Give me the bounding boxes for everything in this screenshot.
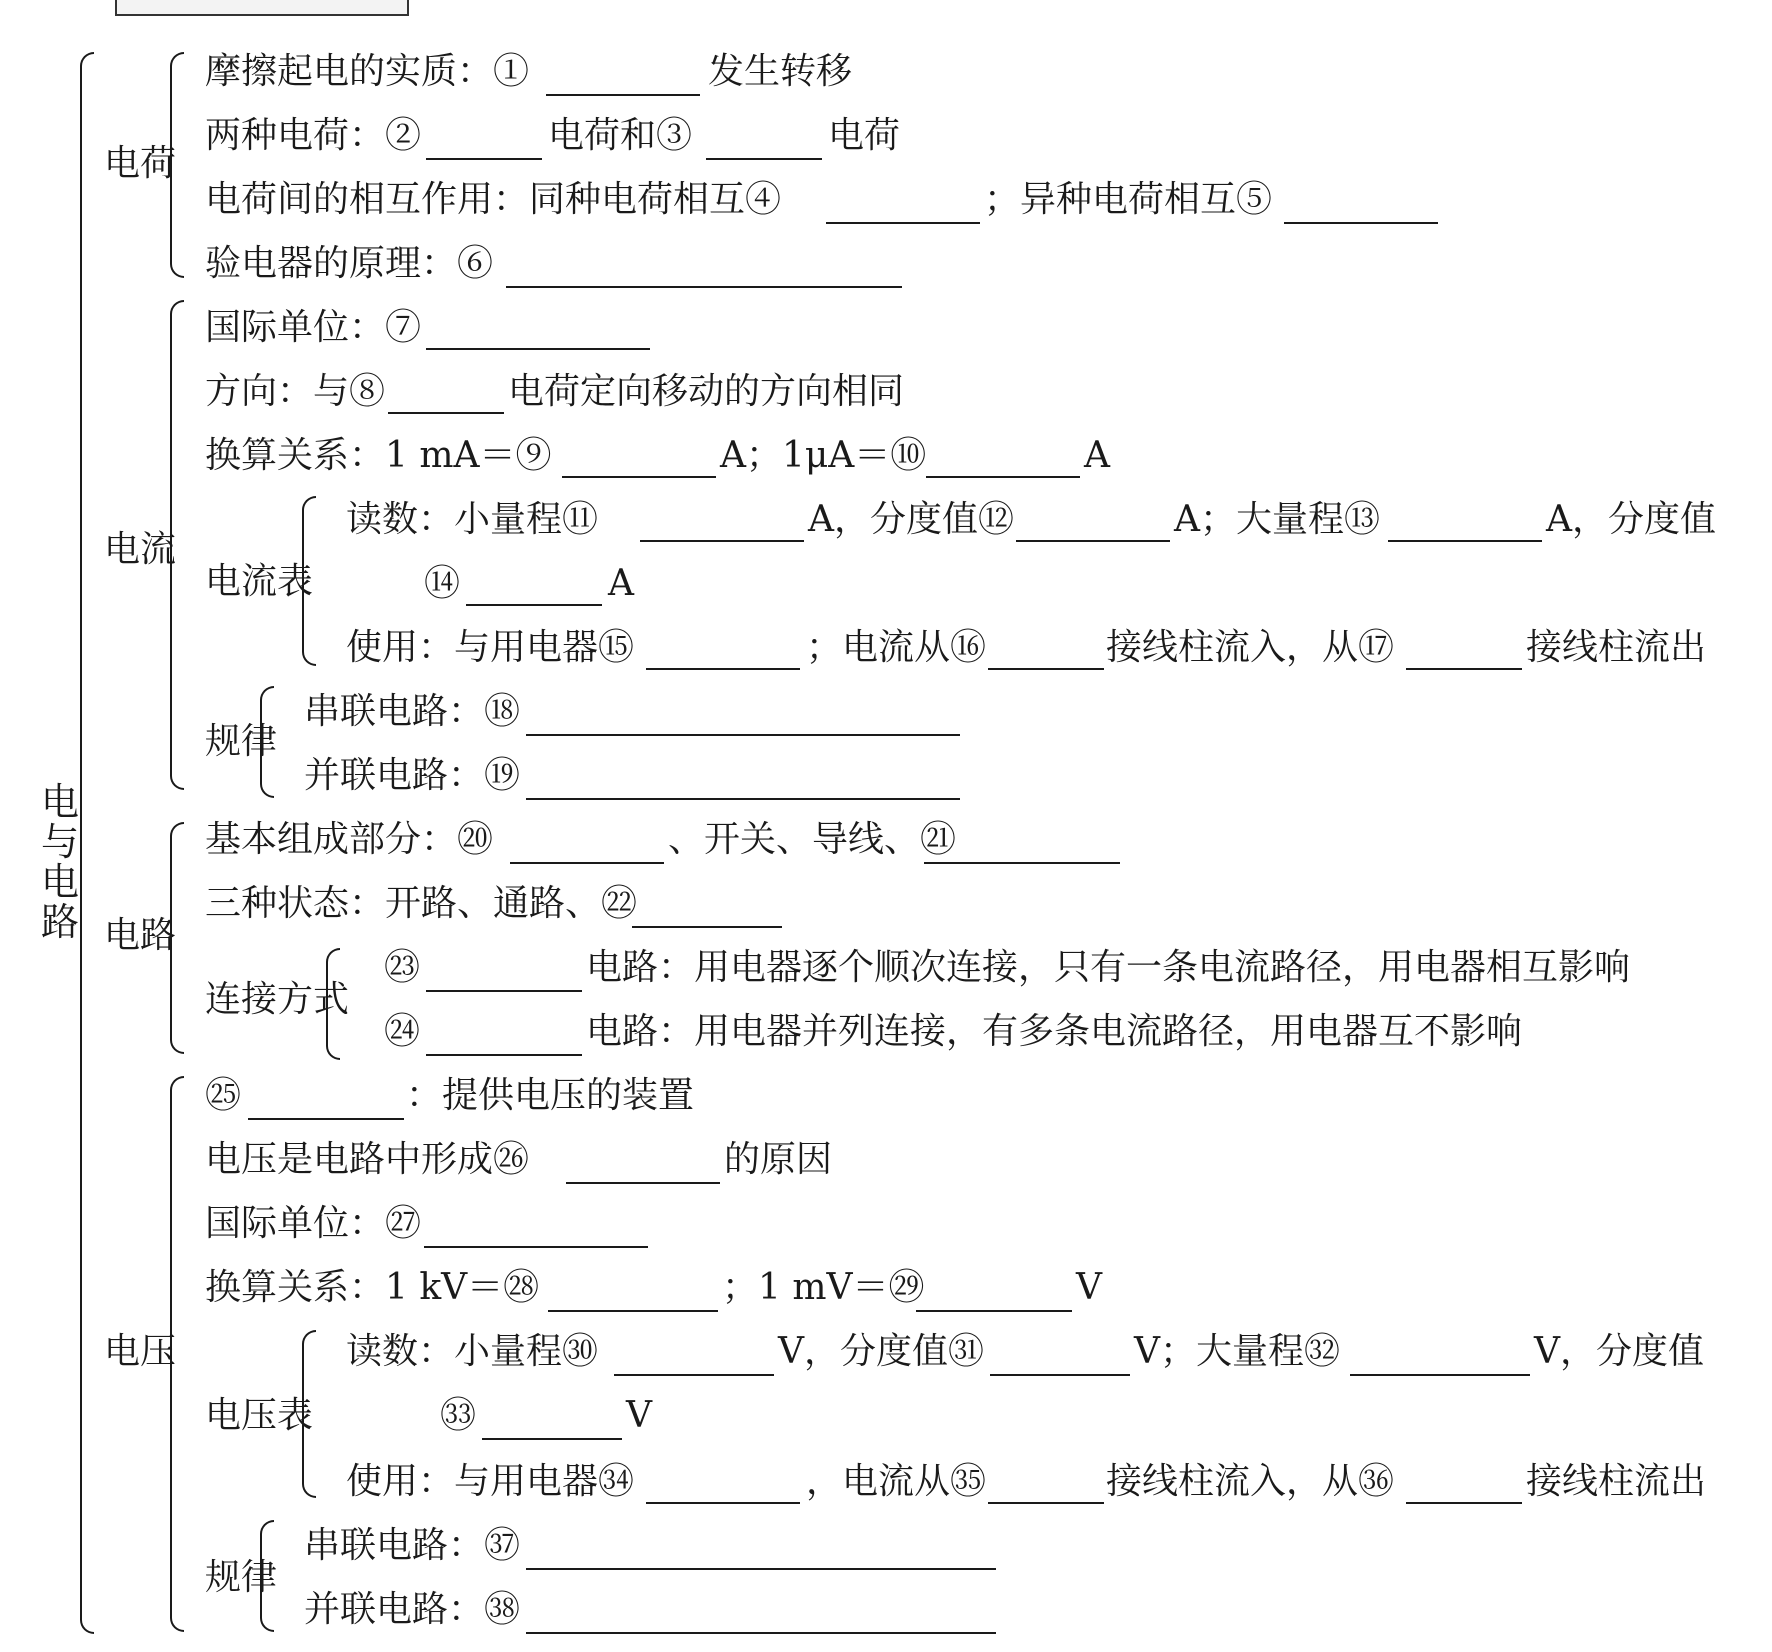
charge-essence-text-end: 发生转移	[708, 51, 853, 92]
current-conversion-text-mid: A；1μA＝⑩	[720, 435, 927, 476]
ammeter-reading-text-5: ⑭	[424, 563, 461, 604]
circuit-label: 电路	[104, 915, 177, 956]
blank-34[interactable]	[646, 1502, 800, 1504]
blank-10[interactable]	[926, 476, 1080, 478]
blank-4[interactable]	[826, 222, 980, 224]
voltage-conversion-text: 换算关系：1 kV＝㉘	[205, 1267, 540, 1308]
voltmeter-reading-text-5: ㉝	[440, 1395, 477, 1436]
ammeter-reading-text: 读数：小量程⑪	[346, 499, 599, 540]
current-conversion-text-end: A	[1084, 435, 1110, 476]
blank-24[interactable]	[426, 1054, 582, 1056]
voltage-conversion-text-end: V	[1076, 1267, 1102, 1308]
current-label: 电流	[104, 529, 177, 570]
blank-7[interactable]	[426, 348, 650, 350]
current-parallel-text: 并联电路：⑲	[304, 755, 521, 796]
current-series-text: 串联电路：⑱	[304, 691, 521, 732]
ammeter-reading-text-2: A，分度值⑫	[808, 499, 1014, 540]
charge-interaction-text: 电荷间的相互作用：同种电荷相互④	[205, 179, 782, 220]
blank-22[interactable]	[632, 926, 782, 928]
blank-16[interactable]	[988, 668, 1104, 670]
voltmeter-reading-text-3: V；大量程㉜	[1134, 1331, 1340, 1372]
connection-series-number: ㉓	[384, 947, 421, 988]
voltage-source-text: ：提供电压的装置	[406, 1075, 695, 1116]
ammeter-usage-text-4: 接线柱流出	[1526, 627, 1707, 668]
current-conversion-text: 换算关系：1 mA＝⑨	[205, 435, 552, 476]
blank-25[interactable]	[248, 1118, 404, 1120]
electroscope-text: 验电器的原理：⑥	[205, 243, 494, 284]
voltmeter-usage-text-2: ，电流从㉟	[806, 1461, 987, 1502]
section-header-strip	[115, 0, 409, 16]
blank-38[interactable]	[526, 1632, 996, 1634]
blank-5[interactable]	[1284, 222, 1438, 224]
blank-14[interactable]	[466, 604, 602, 606]
blank-15[interactable]	[646, 668, 800, 670]
connection-parallel-number: ㉔	[384, 1011, 421, 1052]
blank-11[interactable]	[640, 540, 804, 542]
voltage-law-label: 规律	[205, 1557, 278, 1598]
blank-21[interactable]	[924, 862, 1120, 864]
blank-19[interactable]	[526, 798, 960, 800]
current-law-label: 规律	[205, 721, 278, 762]
charge-essence-text: 摩擦起电的实质：①	[205, 51, 530, 92]
voltmeter-usage-text-4: 接线柱流出	[1526, 1461, 1707, 1502]
voltmeter-reading-text-6: V	[626, 1395, 652, 1436]
blank-33[interactable]	[482, 1438, 622, 1440]
blank-9[interactable]	[562, 476, 716, 478]
current-unit-text: 国际单位：⑦	[205, 307, 422, 348]
ammeter-usage-text: 使用：与用电器⑮	[346, 627, 635, 668]
blank-13[interactable]	[1388, 540, 1542, 542]
voltmeter-usage-text: 使用：与用电器㉞	[346, 1461, 635, 1502]
blank-32[interactable]	[1350, 1374, 1530, 1376]
charge-kinds-text: 两种电荷：②	[205, 115, 422, 156]
circuit-parts-text-mid: 、开关、导线、㉑	[668, 819, 957, 860]
main-title: 电与电路	[40, 780, 79, 944]
blank-31[interactable]	[990, 1374, 1130, 1376]
ammeter-usage-text-2: ；电流从⑯	[806, 627, 987, 668]
blank-2[interactable]	[426, 158, 542, 160]
connection-series-text: 电路：用电器逐个顺次连接，只有一条电流路径，用电器相互影响	[586, 947, 1631, 988]
blank-30[interactable]	[614, 1374, 774, 1376]
current-direction-text-end: 电荷定向移动的方向相同	[508, 371, 905, 412]
blank-35[interactable]	[988, 1502, 1104, 1504]
blank-20[interactable]	[510, 862, 664, 864]
blank-28[interactable]	[548, 1310, 718, 1312]
voltage-label: 电压	[104, 1331, 177, 1372]
main-brace	[80, 52, 94, 1634]
connection-parallel-text: 电路：用电器并列连接，有多条电流路径，用电器互不影响	[586, 1011, 1523, 1052]
voltage-cause-text: 电压是电路中形成㉖	[205, 1139, 530, 1180]
blank-1[interactable]	[546, 94, 700, 96]
blank-36[interactable]	[1406, 1502, 1522, 1504]
ammeter-reading-text-6: A	[608, 563, 634, 604]
voltage-unit-text: 国际单位：㉗	[205, 1203, 422, 1244]
circuit-parts-text: 基本组成部分：⑳	[205, 819, 494, 860]
charge-kinds-text-end: 电荷	[828, 115, 901, 156]
ammeter-reading-text-4: A，分度值	[1546, 499, 1716, 540]
charge-label: 电荷	[104, 143, 177, 184]
blank-8[interactable]	[388, 412, 504, 414]
blank-26[interactable]	[566, 1182, 720, 1184]
current-direction-text: 方向：与⑧	[205, 371, 386, 412]
blank-27[interactable]	[424, 1246, 648, 1248]
blank-12[interactable]	[1016, 540, 1170, 542]
blank-18[interactable]	[526, 734, 960, 736]
circuit-states-text: 三种状态：开路、通路、㉒	[205, 883, 638, 924]
blank-17[interactable]	[1406, 668, 1522, 670]
blank-29[interactable]	[916, 1310, 1072, 1312]
charge-kinds-text-mid: 电荷和③	[548, 115, 693, 156]
voltmeter-reading-text-2: V，分度值㉛	[778, 1331, 984, 1372]
voltmeter-usage-text-3: 接线柱流入，从㊱	[1106, 1461, 1395, 1502]
voltmeter-label: 电压表	[205, 1395, 314, 1436]
voltage-cause-text-end: 的原因	[724, 1139, 833, 1180]
ammeter-reading-text-3: A；大量程⑬	[1174, 499, 1380, 540]
voltage-conversion-text-mid: ；1 mV＝㉙	[722, 1267, 925, 1308]
ammeter-usage-text-3: 接线柱流入，从⑰	[1106, 627, 1395, 668]
blank-3[interactable]	[706, 158, 822, 160]
voltage-source-number: ㉕	[205, 1075, 242, 1116]
voltage-series-text: 串联电路：㊲	[304, 1525, 521, 1566]
blank-37[interactable]	[526, 1568, 996, 1570]
voltage-parallel-text: 并联电路：㊳	[304, 1589, 521, 1630]
voltmeter-reading-text-4: V，分度值	[1534, 1331, 1704, 1372]
blank-23[interactable]	[426, 990, 582, 992]
voltmeter-reading-text: 读数：小量程㉚	[346, 1331, 599, 1372]
charge-interaction-text-mid: ；异种电荷相互⑤	[984, 179, 1273, 220]
ammeter-label: 电流表	[205, 561, 314, 602]
connection-label: 连接方式	[205, 979, 350, 1020]
blank-6[interactable]	[506, 286, 902, 288]
